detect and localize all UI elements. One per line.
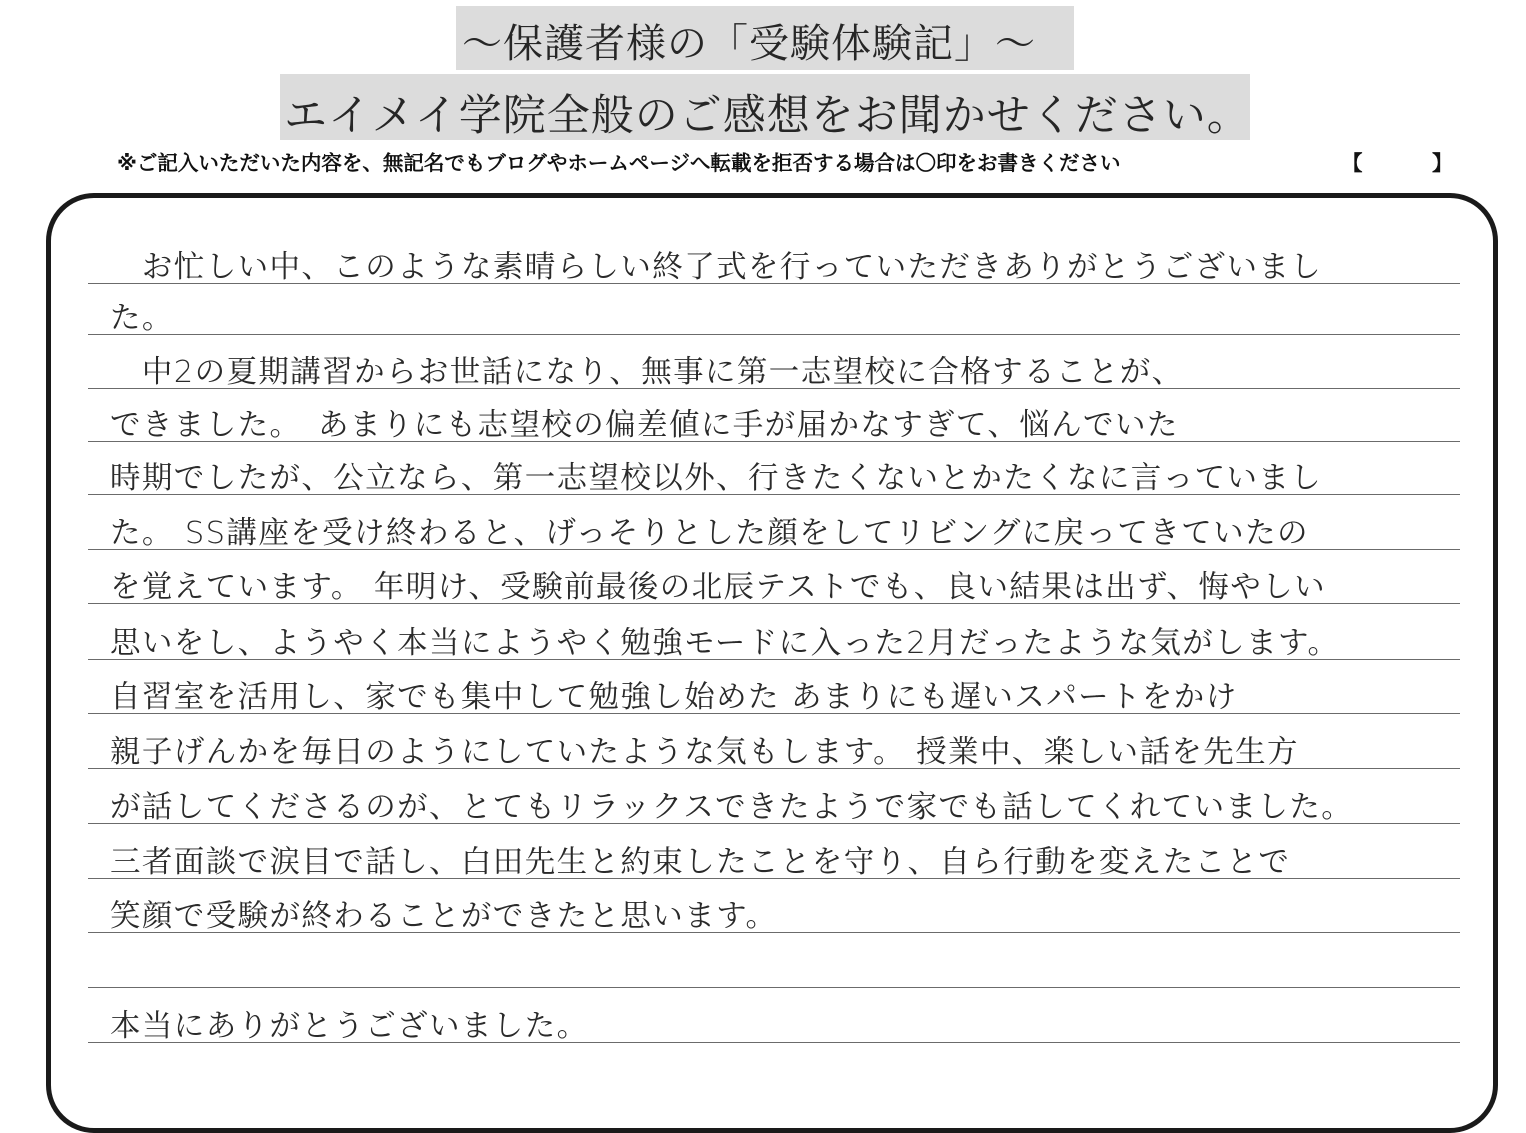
ruled-line (88, 334, 1460, 335)
letter-line: 親子げんかを毎日のようにしていたような気もします。 授業中、楽しい話を先生方 (110, 735, 1299, 770)
letter-line: 三者面談で涙目で話し、白田先生と約束したことを守り、自ら行動を変えたことで (110, 845, 1291, 880)
consent-notice-text: ※ご記入いただいた内容を、無記名でもブログやホームページへ転載を拒否する場合は〇印をお書きください (117, 151, 1121, 175)
consent-bracket-open: 【 (1342, 151, 1363, 175)
letter-line: が話してくださるのが、とてもリラックスできたようで家でも話してくれていました。 (110, 790, 1354, 825)
letter-line: 自習室を活用し、家でも集中して勉強し始めた あまりにも遅いスパートをかけ (110, 680, 1238, 715)
letter-line: 思いをし、ようやく本当にようやく勉強モードに入った2月だったような気がします。 (110, 626, 1340, 661)
letter-line: 本当にありがとうございました。 (110, 1009, 589, 1044)
consent-notice (117, 146, 1457, 178)
letter-line: を覚えています。 年明け、受験前最後の北辰テストでも、良い結果は出ず、悔やしい (110, 570, 1326, 605)
consent-bracket-close: 】 (1432, 151, 1453, 175)
letter-line: た。 (110, 301, 174, 336)
letter-line: 笑顔で受験が終わることができたと思います。 (110, 899, 778, 934)
letter-line: 中2の夏期講習からお世話になり、無事に第一志望校に合格することが、 (110, 355, 1184, 390)
page-subtitle: エイメイ学院全般のご感想をお聞かせください。 (284, 91, 1251, 141)
page-title: ～保護者様の「受験体験記」～ (462, 21, 1036, 67)
letter-line: 時期でしたが、公立なら、第一志望校以外、行きたくないとかたくなに言っていまし (110, 461, 1323, 496)
ruled-line (88, 987, 1460, 988)
letter-line: お忙しい中、このような素晴らしい終了式を行っていただきありがとうございまし (110, 250, 1323, 285)
letter-line: できました。 あまりにも志望校の偏差値に手が届かなすぎて、悩んでいた (110, 408, 1179, 443)
letter-line: た。 SS講座を受け終わると、げっそりとした顔をしてリビングに戻ってきていたの (110, 516, 1309, 551)
